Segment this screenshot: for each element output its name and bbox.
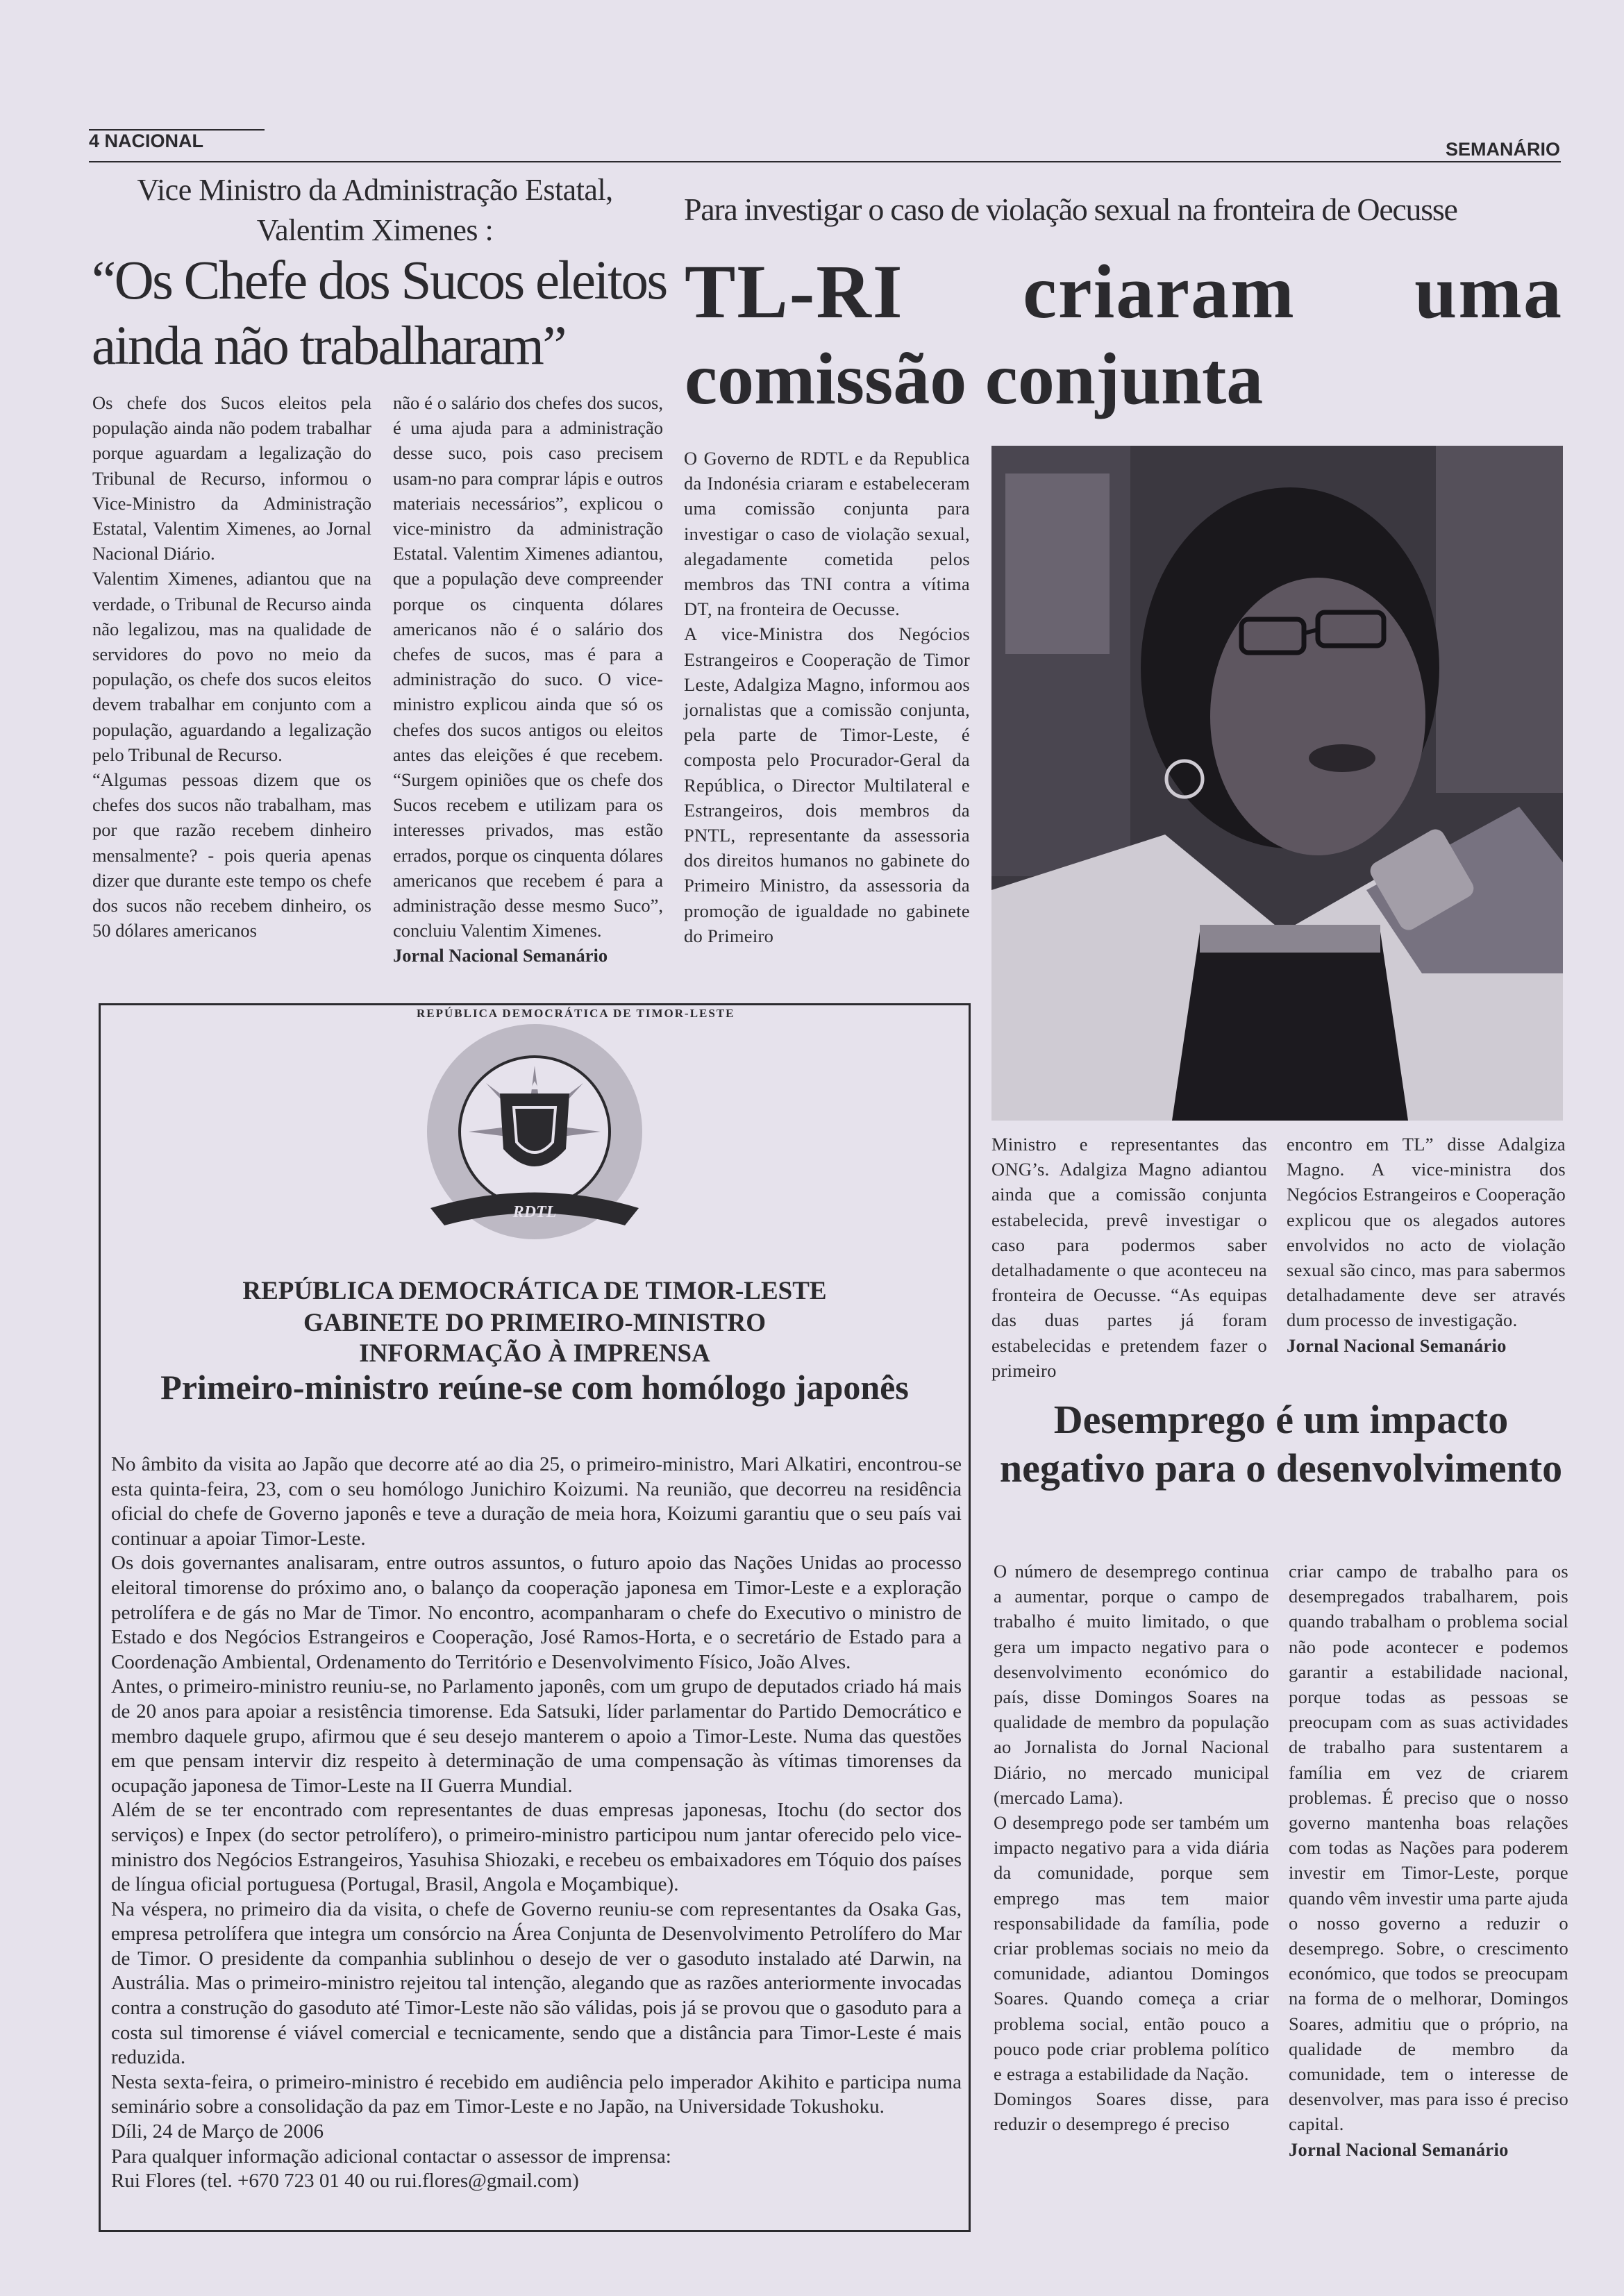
article1-signature: Jornal Nacional Semanário [393, 945, 608, 966]
article3-paragraph: criar campo de trabalho para os desempregados trabalharem, pois quando trabalham o problema social não pode acontecer e podemos garantir a estabilidade nacional, porque todas as pessoas se preocupam com as suas actividades de trabalho para sustentarem a família em vez de criarem problemas. É preciso que o nosso governo mantenha boas relações com todas as Nações para poderem investir em Timor-Leste, porque quando vêm investir uma parte ajuda o nosso governo a reduzir o desemprego. Sobre, o crescimento económico, que todos se preocupam na forma de o melhorar, Domingos Soares, admitiu que o próprio, na qualidade de membro da comunidade, tem o interesse de desenvolver, mas para isso é preciso capital. [1289, 1561, 1568, 2135]
press-paragraph: Nesta sexta-feira, o primeiro-ministro é recebido em audiência pelo imperador Akihito e participa numa seminário sobre a consolidação da paz em Timor-Leste e no Japão, na Universidade Tokushoku. [111, 2070, 962, 2118]
press-contact-line1: Para qualquer informação adicional contactar o assessor de imprensa: [111, 2145, 671, 2168]
portrait-photo-icon [991, 446, 1563, 1121]
article1-paragraph: “Algumas pessoas dizem que os chefes dos sucos não trabalham, mas por que razão recebem dinheiro mensalmente? - pois queria apenas dizer que durante este tempo os chefe dos sucos não recebem dinheiro, os 50 dólares americanos [92, 769, 371, 941]
seal-banner-text: RDTL [512, 1203, 557, 1221]
article3-paragraph: Domingos Soares disse, para reduzir o desemprego é preciso [994, 2088, 1269, 2135]
press-org-line3: INFORMAÇÃO À IMPRENSA [359, 1339, 710, 1368]
article1-kicker: Vice Ministro da Administração Estatal, Valentim Ximenes : [137, 173, 613, 247]
press-paragraph: Na véspera, no primeiro dia da visita, o chefe de Governo reuniu-se com representantes da Osaka Gas, empresa petrolífera que integra um consórcio na Área Conjunta de Desenvolvimento Petrolífero do Mar de Timor. O presidente da companhia sublinhou o desejo de ver o gasoduto instalado até Darwin, na Austrália. Mas o primeiro-ministro rejeitou tal intenção, alegando que as razões anteriormente invocadas contra a construção do gasoduto até Timor-Leste não são válidas, pois já se provou que o gasoduto para a costa sul timorense é viável comercial e tecnicamente, sendo que a distância para Timor-Leste é mais reduzida. [111, 1897, 962, 2069]
article2-paragraph: encontro em TL” disse Adalgiza Magno. A vice-ministra dos Negócios Estrangeiros e Cooperação explicou que os alegados autores envolvidos no acto de violação sexual são cinco, mas para sabermos detalhadamente deve ser através dum processo de investigação. [1287, 1134, 1566, 1331]
article2-photo [991, 446, 1563, 1121]
article3-column-1 [994, 1559, 1269, 2239]
page-section-label: 4 NACIONAL [89, 131, 204, 151]
article2-paragraph: Ministro e representantes das ONG’s. Adalgiza Magno adiantou ainda que a comissão conjunta estabelecida, prevê investigar o caso para podermos saber detalhadamente o que aconteceu na fronteira de Oecusse. “As equipas das duas partes já foram estabelecidas e pretendem fazer o primeiro [991, 1134, 1267, 1381]
press-headline: Primeiro-ministro reúne-se com homólogo japonês [160, 1368, 909, 1407]
rdtl-seal [417, 1007, 735, 1253]
article2-column-2 [991, 1132, 1267, 1396]
article1-column-1 [92, 390, 371, 994]
article2-headline-line2: comissão conjunta [685, 338, 1264, 419]
article3-paragraph: O número de desemprego continua a aumentar, porque o campo de trabalho é muito limitado, o que gera um impacto negativo para o desenvolvimento económico do país, disse Domingos Soares na qualidade de membro da população ao Jornalista do Jornal Nacional Diário, no mercado municipal (mercado Lama). [994, 1561, 1269, 1808]
seal-ring-text: REPÚBLICA DEMOCRÁTICA DE TIMOR-LESTE [417, 1007, 735, 1020]
press-paragraph: No âmbito da visita ao Japão que decorre até ao dia 25, o primeiro-ministro, Mari Alkatiri, encontrou-se esta quinta-feira, 23, com o seu homólogo Junichiro Koizumi. Na reunião, que decorreu na residência oficial do chefe de Governo japonês e teve a duração de meia hora, Koizumi garantiu que o seu país vai continuar a apoiar Timor-Leste. [111, 1453, 962, 1550]
article1-headline: “Os Chefe dos Sucos eleitos ainda não trabalharam” [92, 251, 667, 376]
article2-column-3 [1287, 1132, 1566, 1396]
article3-headline: Desemprego é um impacto negativo para o desenvolvimento [999, 1397, 1563, 1491]
article3-column-2 [1289, 1559, 1568, 2239]
press-org-line2: GABINETE DO PRIMEIRO-MINISTRO [303, 1309, 767, 1337]
article2-paragraph: A vice-Ministra dos Negócios Estrangeiros e Cooperação de Timor Leste, Adalgiza Magno, informou aos jornalistas que a comissão conjunta, pela parte de Timor-Leste, é composta pelo Procurador-Geral da República, o Director Multilateral e Estrangeiros, dois membros da PNTL, representante da assessoria dos direitos humanos no gabinete do Primeiro Ministro, da assessoria da promoção de igualdade no gabinete do Primeiro [684, 623, 970, 946]
article3-signature: Jornal Nacional Semanário [1289, 2138, 1509, 2160]
article2-headline-line1: TL-RI criaram uma [685, 249, 1563, 334]
article1-paragraph: não é o salário dos chefes dos sucos, é uma ajuda para a administração desse suco, pois caso precisem usam-no para comprar lápis e outros materiais necessários”, explicou o vice-ministro da administração Estatal. Valentim Ximenes adiantou, que a população deve compreender porque os cinquenta dólares americanos não é o salário dos chefes de sucos, mas é para a administração do suco. O vice-ministro explicou ainda que só os chefes dos sucos antigos ou eleitos antes das eleições é que recebem. “Surgem opiniões que os chefe dos Sucos recebem e utilizam para os interesses privados, mas estão errados, porque os cinquenta dólares americanos que recebem é para a administração desse mesmo Suco”, concluiu Valentim Ximenes. [393, 392, 663, 941]
article2-column-1 [684, 446, 970, 1001]
press-place-date: Díli, 24 de Março de 2006 [111, 2120, 324, 2143]
article2-paragraph: O Governo de RDTL e da Republica da Indonésia criaram e estabeleceram uma comissão conjunta para investigar o caso de violação sexual, alegadamente cometida pelos membros das TNI contra a vítima DT, na fronteira de Oecusse. [684, 448, 970, 620]
press-paragraph: Os dois governantes analisaram, entre outros assuntos, o futuro apoio das Nações Unidas ao processo eleitoral timorense do próximo ano, o balanço da cooperação japonesa em Timor-Leste e a exploração petrolífera e de gás no Mar de Timor. No encontro, acompanharam o chefe do Executivo o ministro de Estado e dos Negócios Estrangeiros e Cooperação, José Ramos-Horta, e o secretário de Estado para a Coordenação Ambiental, Ordenamento do Território e Desenvolvimento Físico, João Alves. [111, 1552, 962, 1673]
press-paragraph: Antes, o primeiro-ministro reuniu-se, no Parlamento japonês, com um grupo de deputados criado há mais de 20 anos para apoiar a resistência timorense. Eda Satsuki, líder parlamentar do Partido Democrático e membro daquele grupo, afirmou que é seu desejo manterem o apoio a Timor-Leste. Numa das questões em que pensam intervir diz respeito à determinação de uma compensação às vítimas timorenses da ocupação japonesa de Timor-Leste na II Guerra Mundial. [111, 1675, 962, 1797]
section-short-rule [89, 129, 265, 131]
paper-name: SEMANÁRIO [1445, 139, 1560, 160]
article3-paragraph: O desemprego pode ser também um impacto negativo para a vida diária da comunidade, porque sem emprego mas tem maior responsabilidade da família, pode criar problemas sociais no meio da comunidade, adiantou Domingos Soares. Quando começa a criar problema social, então pouco a pouco pode criar problema político e estraga a estabilidade da Nação. [994, 1812, 1269, 2085]
article1-paragraph: Valentim Ximenes, adiantou que na verdade, o Tribunal de Recurso ainda não legalizou, mas na qualidade de servidores do povo no meio da população, os chefe dos sucos eleitos devem trabalhar em conjunto com a população, aguardando a legalização pelo Tribunal de Recurso. [92, 568, 371, 765]
article1-paragraph: Os chefe dos Sucos eleitos pela população ainda não podem trabalhar porque aguardam a legalização do Tribunal de Recurso, informou o Vice-Ministro da Administração Estatal, Valentim Ximenes, ao Jornal Nacional Diário. [92, 392, 371, 564]
article2-signature: Jornal Nacional Semanário [1287, 1334, 1507, 1356]
press-contact-line2: Rui Flores (tel. +670 723 01 40 ou rui.flores@gmail.com) [111, 2170, 579, 2193]
article1-column-2 [393, 390, 663, 994]
press-org-line1: REPÚBLICA DEMOCRÁTICA DE TIMOR-LESTE [242, 1277, 827, 1305]
masthead-rule [89, 161, 1561, 162]
article2-kicker: Para investigar o caso de violação sexual na fronteira de Oecusse [684, 192, 1457, 227]
press-paragraph: Além de se ter encontrado com representantes de duas empresas japonesas, Itochu (do sector dos serviços) e Inpex (do sector petrolífero), o primeiro-ministro participou num jantar oferecido pelo vice-ministro dos Negócios Estrangeiros, Yasuhisa Shiozaki, e recebeu os embaixadores em Tóquio dos países de língua oficial portuguesa (Portugal, Brasil, Angola e Moçambique). [111, 1799, 962, 1896]
press-release-body [111, 1452, 962, 2194]
